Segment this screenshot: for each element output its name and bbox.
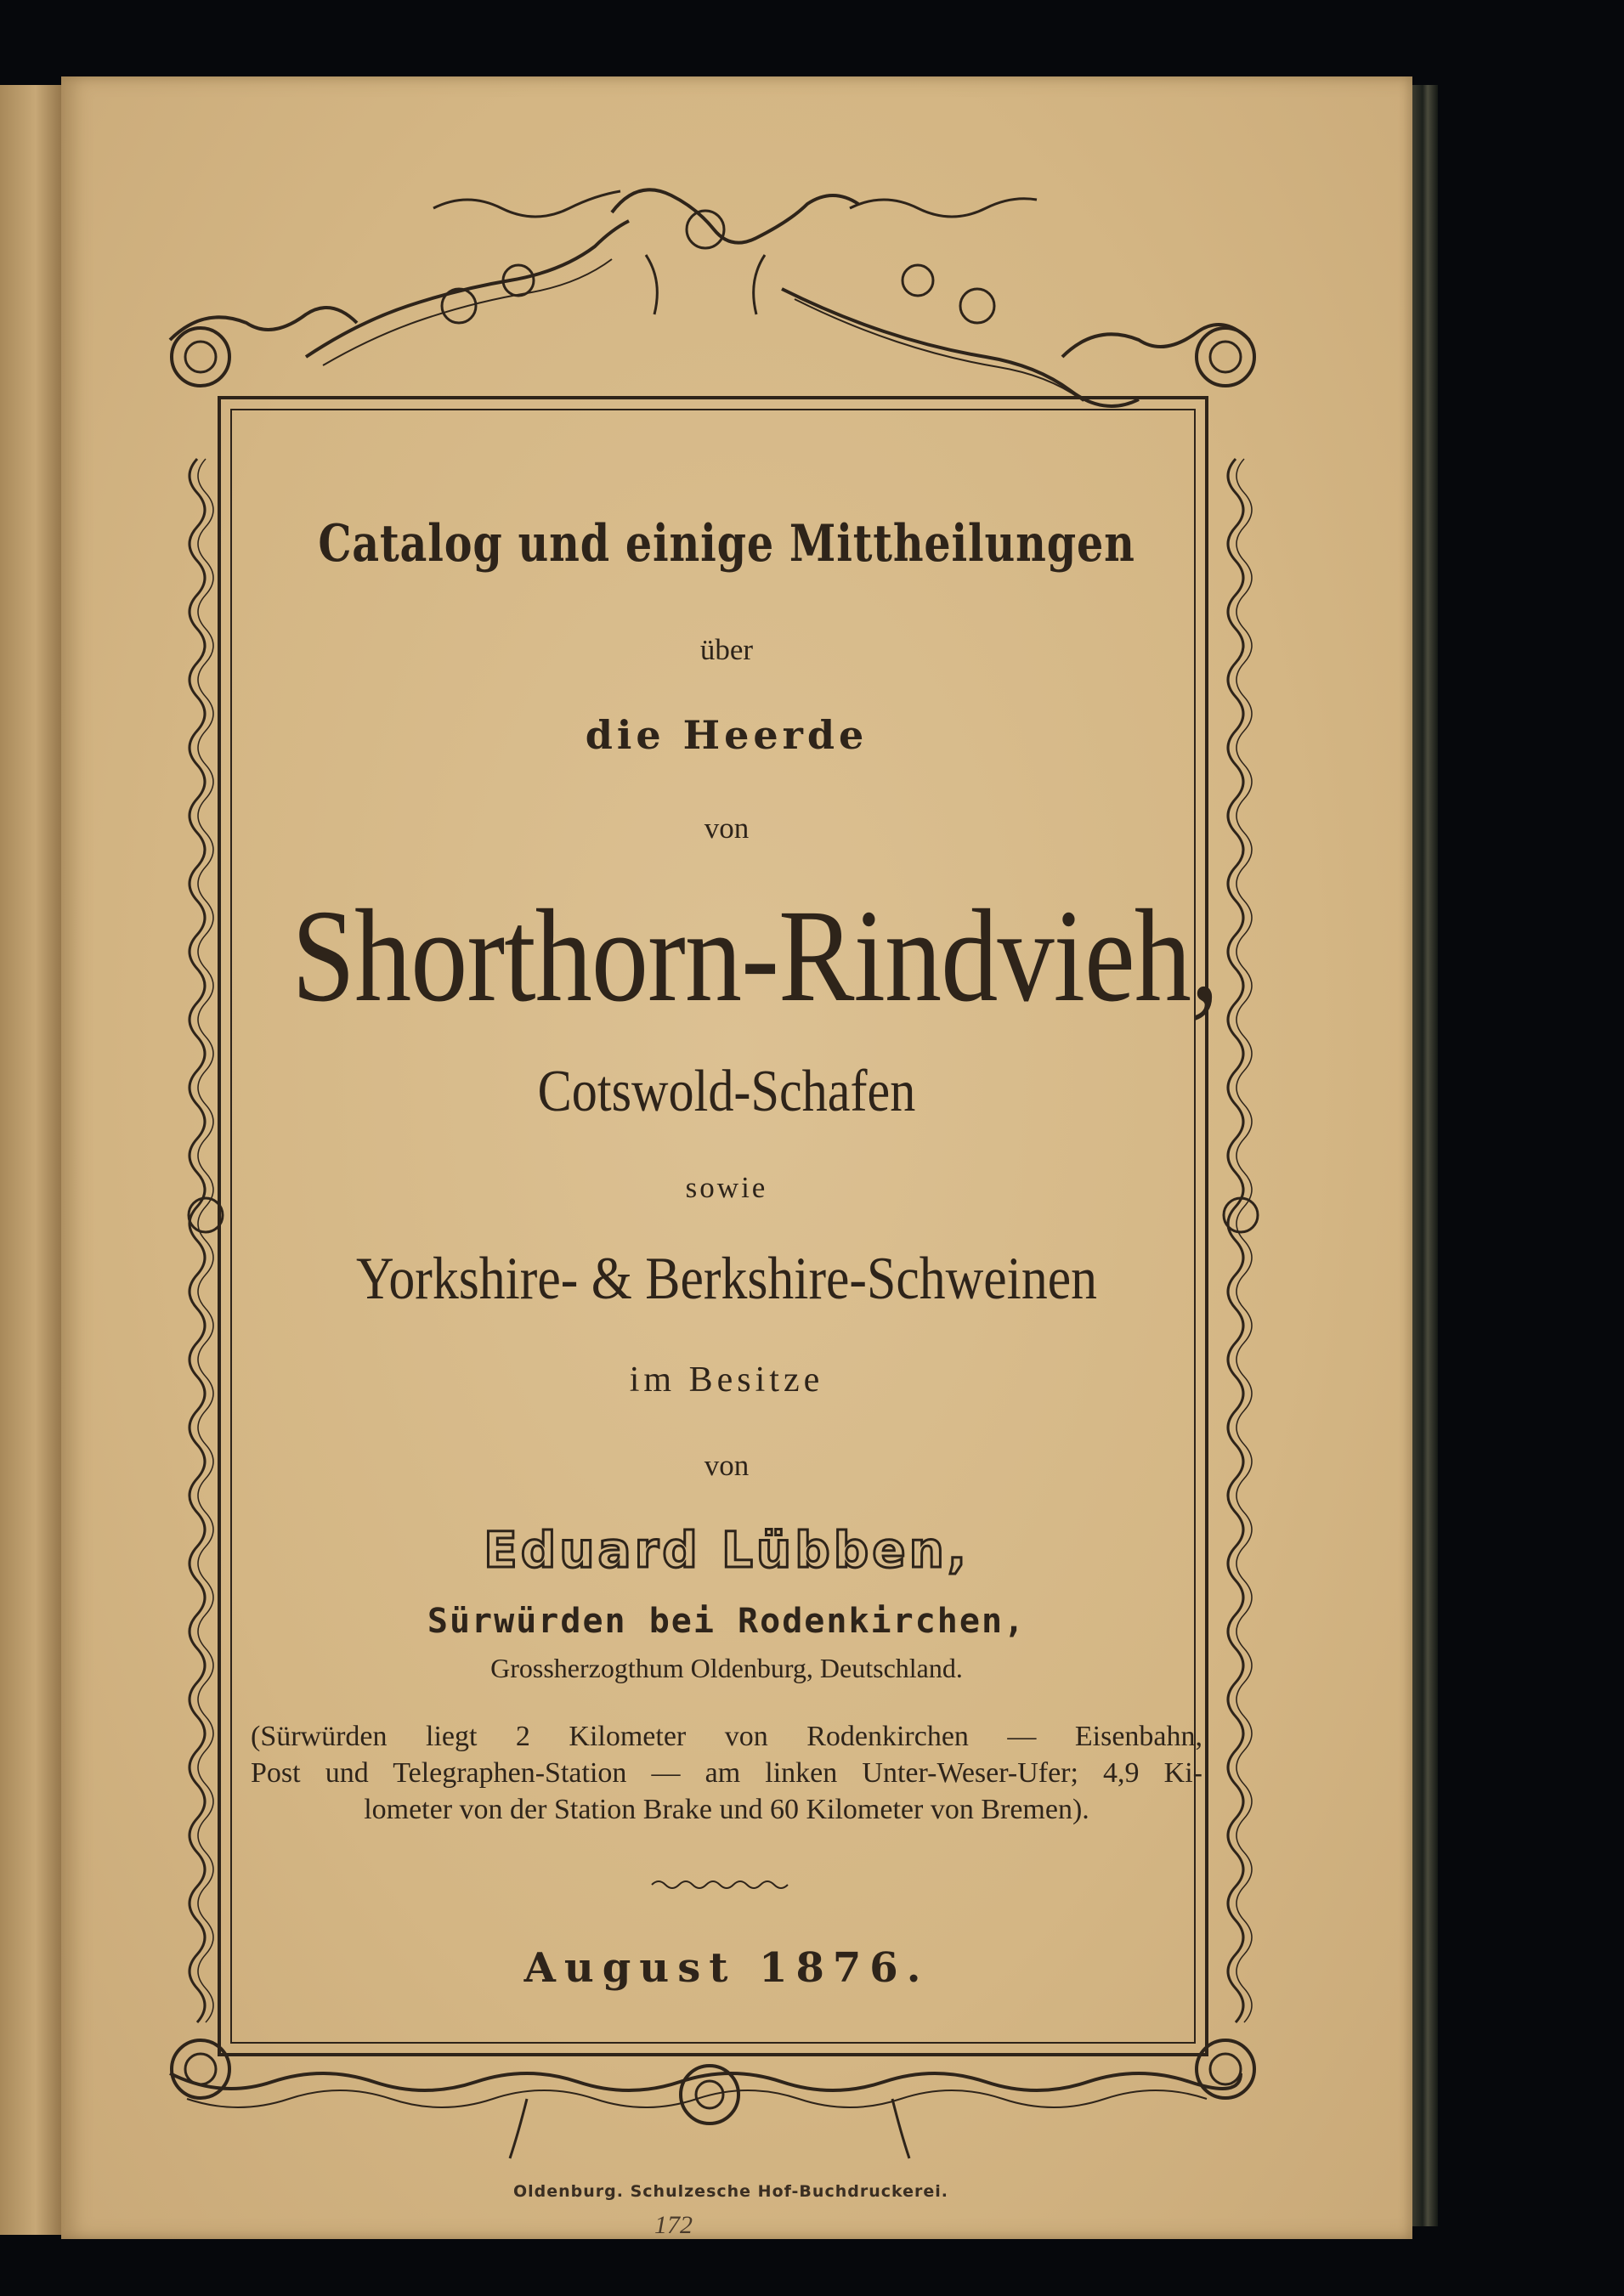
preposition-uber: über <box>699 633 754 666</box>
owner-place: Sürwürden bei Rodenkirchen, <box>427 1602 1027 1641</box>
catalog-heading: Catalog und einige Mittheilungen <box>318 514 1135 574</box>
subtitle-cotswold: Cotswold-Schafen <box>537 1059 916 1124</box>
ownership-line: im Besitze <box>629 1360 824 1400</box>
preposition-von-second: von <box>704 1449 750 1482</box>
location-note-line-3: lometer von der Station Brake und 60 Kilometer von Bremen). <box>364 1794 1089 1825</box>
conjunction-sowie: sowie <box>685 1171 768 1204</box>
printer-imprint: Oldenburg. Schulzesche Hof-Buchdruckerei. <box>513 2182 948 2201</box>
publication-date: August 1876. <box>523 1944 930 1992</box>
herd-heading: die Heerde <box>585 712 869 758</box>
handwritten-shelf-mark: 172 <box>654 2211 693 2239</box>
location-note-line-2: Post und Telegraphen-Station — am linken Unter-Weser-Ufer; 4,9 Ki- <box>251 1757 1202 1789</box>
owner-region: Grossherzogthum Oldenburg, Deutschland. <box>490 1653 963 1683</box>
location-note-line-1: (Sürwürden liegt 2 Kilometer von Rodenkirchen — Eisenbahn, <box>251 1721 1202 1752</box>
main-title-shorthorn: Shorthorn-Rindvieh, <box>291 882 1219 1029</box>
owner-name: Eduard Lübben, <box>484 1521 970 1579</box>
subtitle-yorkshire: Yorkshire- & Berkshire-Schweinen <box>355 1246 1098 1312</box>
preposition-von: von <box>704 812 750 845</box>
wavy-divider-icon <box>650 1876 795 1893</box>
